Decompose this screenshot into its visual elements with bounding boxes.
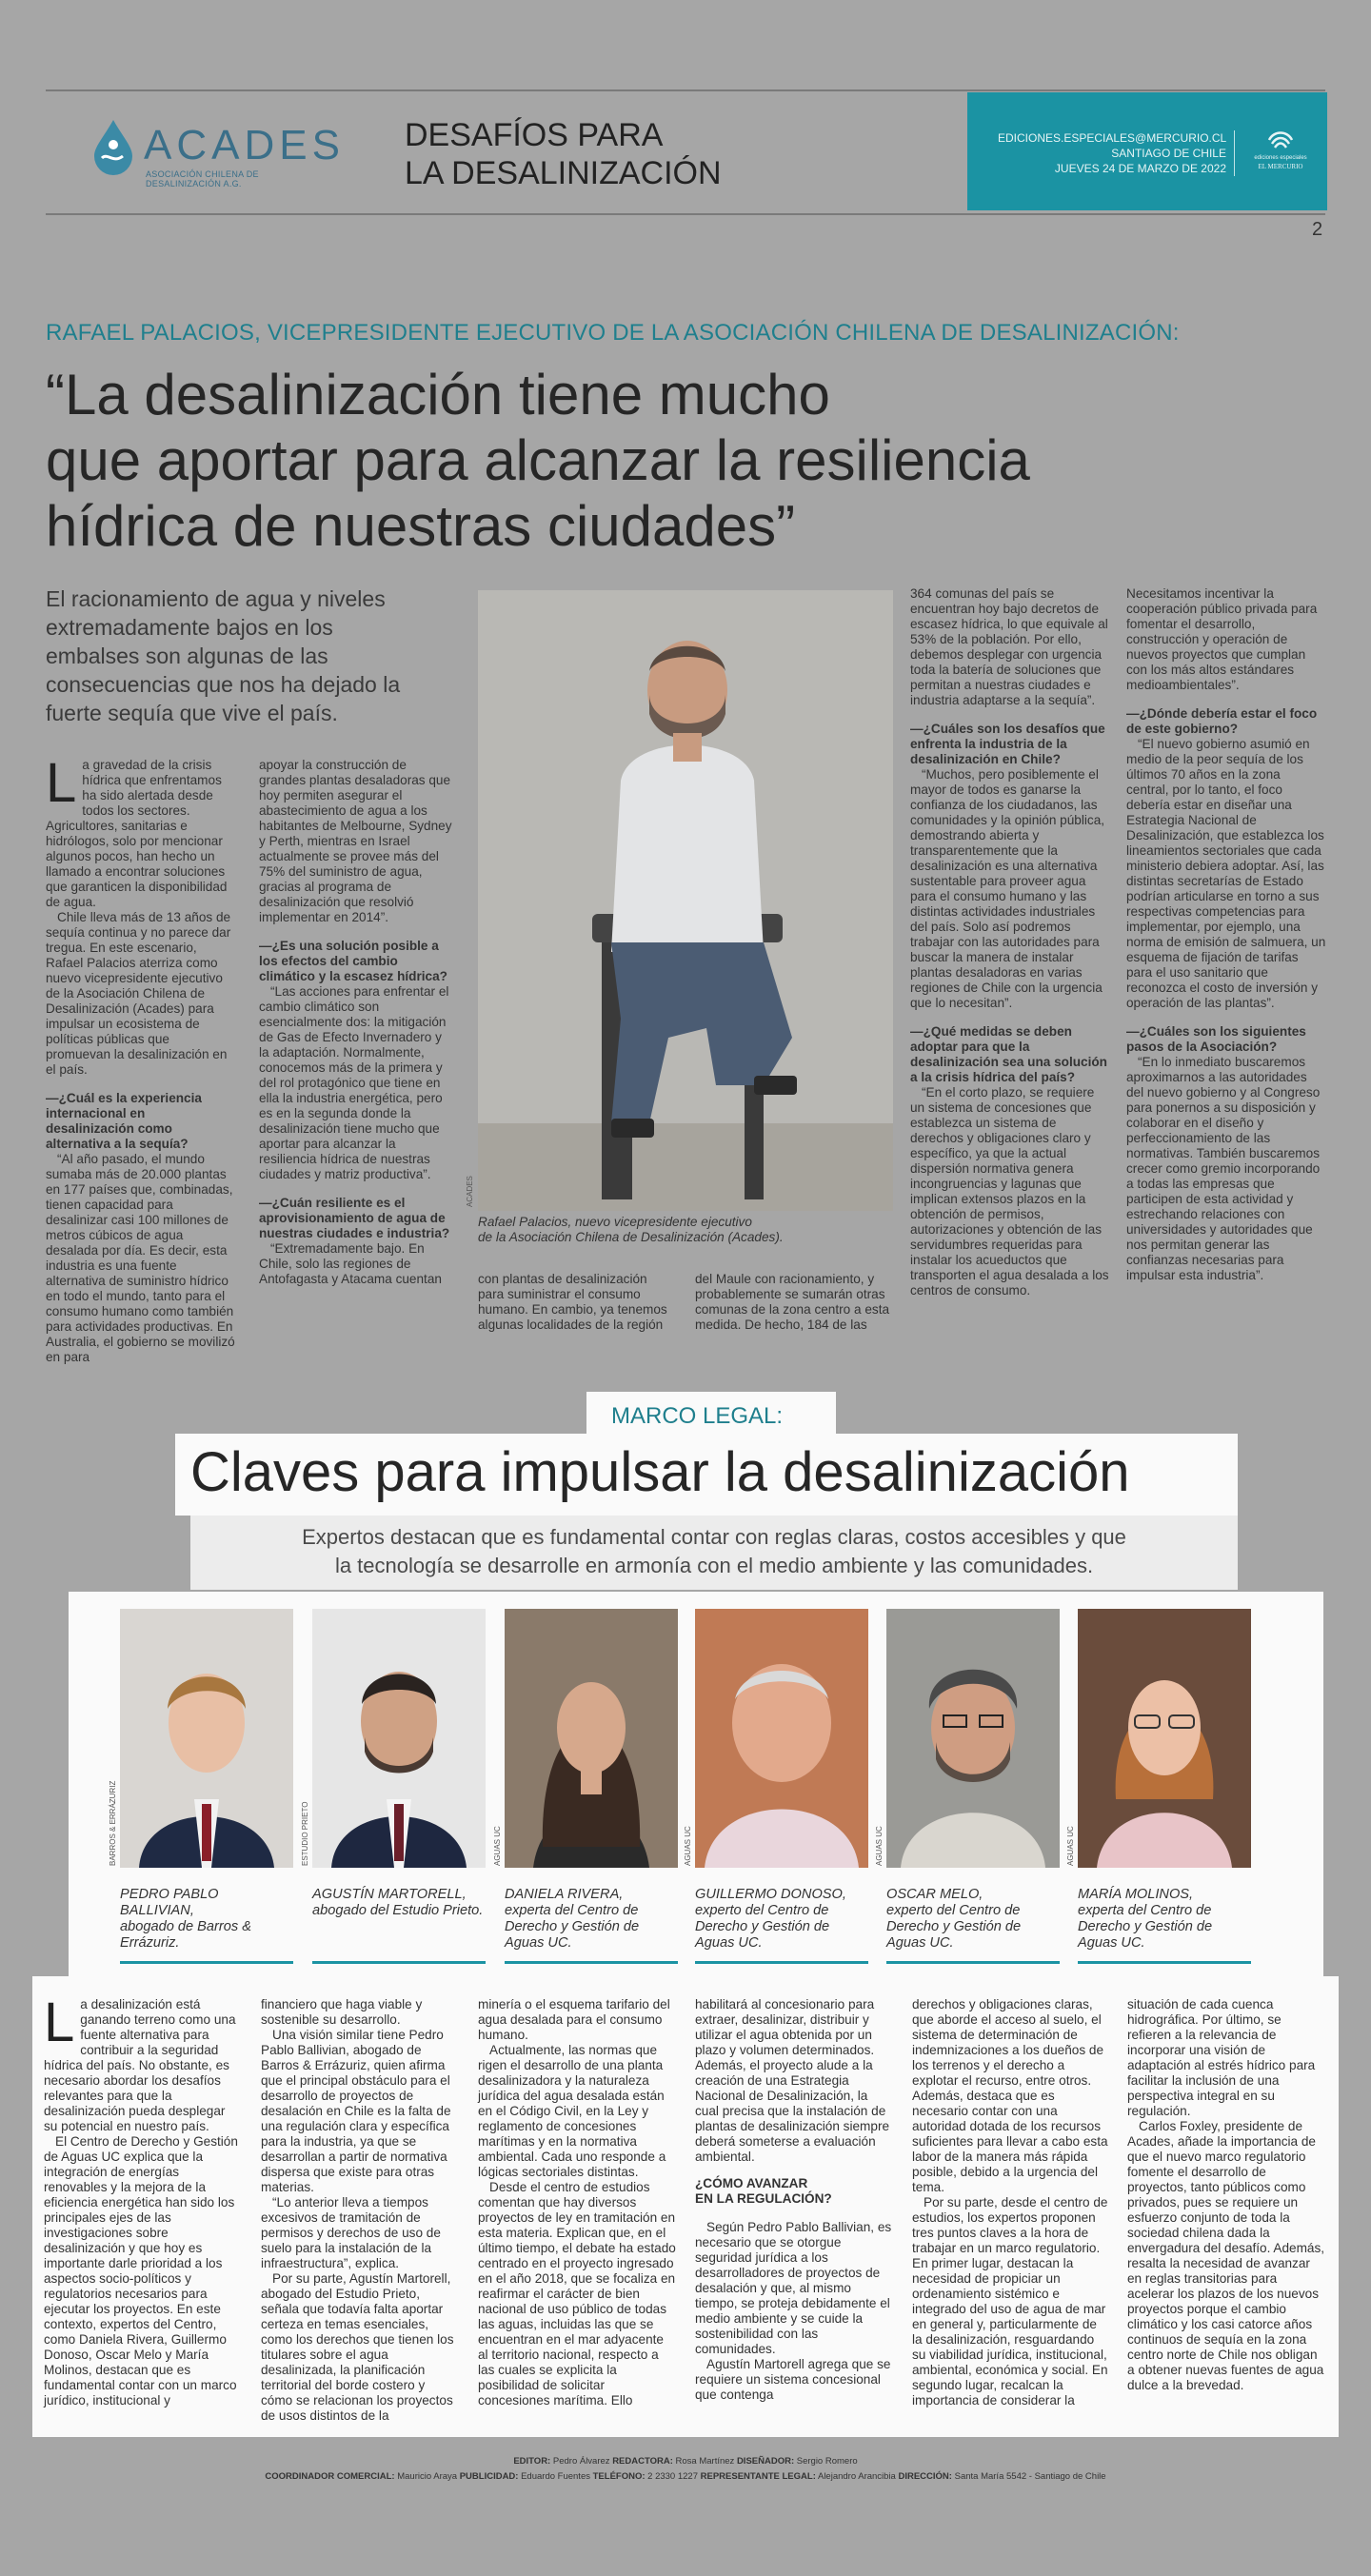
el-mercurio-logo xyxy=(1245,129,1316,182)
footer-value: Alejandro Arancibia xyxy=(817,2471,896,2482)
expert-name: GUILLERMO DONOSO, xyxy=(695,1887,846,1902)
paragraph: situación de cada cuenca hidrográfica. Por último, se refieren a la relevancia de incorporar una visión de adaptación al estrés hídrico para facilitar la inclusión de una perspectiva integral en su regulación. xyxy=(1127,1997,1316,2118)
paragraph: a gravedad de la crisis hídrica que enfrentamos ha sido alertada desde todos los sectores. Agricultores, sanitarias e hidrólogos, solo por mencionar algunos pocos, han hecho un llamado a encontrar soluciones que garanticen la disponibilidad de agua. xyxy=(46,758,228,909)
caption-underline xyxy=(120,1961,293,1964)
expert-name: AGUSTÍN MARTORELL, xyxy=(312,1887,467,1902)
paragraph: “Muchos, pero posiblemente el mayor de todos es ganarse la confianza de los ciudadanos, las comunidades y la opinión pública, demostrando abierta y transparentemente que la desalinización es una alternativa sustentable para proveer agua para el consumo humano y las distintas actividades industriales del país. Solo así podremos trabajar con las autoridades para buscar la manera de instalar plantas desaladoras en varias regiones de Chile con la urgencia que lo necesitan”. xyxy=(910,767,1105,1010)
page-number: 2 xyxy=(1312,219,1323,240)
portrait-pedro-pablo-ballivian xyxy=(120,1609,293,1868)
header-bottom-rule xyxy=(46,213,1325,215)
paragraph: “El nuevo gobierno asumió en medio de la peor sequía de los últimos 70 años en la zona central, por lo tanto, el foco debería estar en diseñar una Estrategia Nacional de Desalinización, que establezca los lineamientos sectoriales que cada ministerio debiera adoptar. Así, las distintas secretarías de Estado podrían articularse en torno a sus respectivas competencias para implementar, por ejemplo, una norma de emisión de salmuera, un esquema de fijación de tarifas para el uso sanitario que reconozca el costo de inversión y operación de las plantas”. xyxy=(1126,737,1326,1010)
section-title-line2: LA DESALINIZACIÓN xyxy=(405,155,722,191)
footer-label: DIRECCIÓN: xyxy=(898,2471,952,2482)
paragraph: Carlos Foxley, presidente de Acades, añade la importancia de que el nuevo marco regulatorio fomente el desarrollo de proyectos, tanto públicos como privados, pues se requiere un esfuerzo conjunto de toda la sociedad chilena dada la envergadura del desafío. Además, resalta la necesidad de avanzar en reglas transitorias para acelerar los plazos de los nuevos proyectos porque el cambio climático y los casi catorce años continuos de sequía en la zona centro norte de Chile nos obligan a obtener nuevas fuentes de agua dulce a la brevedad. xyxy=(1127,2119,1325,2392)
portrait-agustin-martorell xyxy=(312,1609,486,1868)
footer-label: COORDINADOR COMERCIAL: xyxy=(265,2471,395,2482)
publication-info-box xyxy=(967,92,1327,210)
brand-small: ediciones especiales xyxy=(1254,155,1307,161)
footer-value: Rosa Martínez xyxy=(675,2456,735,2467)
footer-value: Pedro Álvarez xyxy=(552,2456,610,2467)
city: SANTIAGO DE CHILE xyxy=(1111,147,1226,160)
footer-value: Sergio Romero xyxy=(796,2456,858,2467)
caption-underline xyxy=(312,1961,486,1964)
expert-caption xyxy=(312,1887,486,1919)
caption-line1: Rafael Palacios, nuevo vicepresidente ejecutivo xyxy=(478,1215,752,1229)
paragraph: “Las acciones para enfrentar el cambio climático son esencialmente dos: la mitigación de Gas de Efecto Invernadero y la adaptación. Normalmente, conocemos más de la primera y del rol protagónico que tiene en ella la industria energética, pero es en la segunda donde la desalinización tiene mucho que aportar para alcanzar la resiliencia hídrica de nuestras ciudades y matriz productiva”. xyxy=(259,984,449,1181)
paragraph: apoyar la construcción de grandes plantas desaladoras que hoy permiten asegurar el abastecimiento de agua a los habitantes de Melbourne, Sydney y Perth, mientras en Israel actualmente se provee más del 75% del suministro de agua, gracias al programa de desalinización que resolvió implementar en 2014”. xyxy=(259,758,452,924)
article2-column-4 xyxy=(695,1997,893,2403)
top-rule xyxy=(46,89,1325,91)
rafael-palacios-photo xyxy=(478,590,893,1211)
article1-column-6 xyxy=(1126,586,1326,1283)
paragraph: financiero que haga viable y sostenible su desarrollo. xyxy=(261,1997,423,2027)
article1-lead: El racionamiento de agua y niveles extremadamente bajos en los embalses son algunas de las consecuencias que nos ha dejado la fuerte sequía que vive el país. xyxy=(46,586,401,725)
expert-role: experta del Centro de Derecho y Gestión de Aguas UC. xyxy=(1078,1903,1213,1951)
contact-email[interactable]: EDICIONES.ESPECIALES@MERCURIO.CL xyxy=(998,131,1227,145)
brand-name: EL MERCURIO xyxy=(1258,163,1303,170)
paragraph: con plantas de desalinización para suministrar el consumo humano. En cambio, ya tenemos algunas localidades de la región xyxy=(478,1272,667,1332)
expert-name: MARÍA MOLINOS, xyxy=(1078,1887,1194,1902)
expert-caption xyxy=(695,1887,868,1952)
paragraph: a desalinización está ganando terreno como una fuente alternativa para contribuir a la seguridad hídrica del país. No obstante, es necesario abordar los desafíos relevantes para que la desalinización pueda desplegar su potencial en nuestro país. xyxy=(44,1997,236,2133)
deck-line1: Expertos destacan que es fundamental contar con reglas claras, costos accesibles y que xyxy=(302,1525,1126,1549)
footer-value: Mauricio Araya xyxy=(397,2471,458,2482)
expert-role: experta del Centro de Derecho y Gestión de Aguas UC. xyxy=(505,1903,640,1951)
article2-deck xyxy=(190,1523,1238,1580)
headline-line2: que aportar para alcanzar la resiliencia xyxy=(46,428,1030,492)
drop-cap: L xyxy=(44,1991,75,2053)
article1-column-3 xyxy=(478,1272,674,1333)
subheading-line1: ¿CÓMO AVANZAR xyxy=(695,2176,808,2190)
footer-label: EDITOR: xyxy=(513,2456,551,2467)
headline-line3: hídrica de nuestras ciudades” xyxy=(46,494,796,558)
paragraph: “Extremadamente bajo. En Chile, solo las regiones de Antofagasta y Atacama cuentan xyxy=(259,1241,442,1286)
footer-label: PUBLICIDAD: xyxy=(459,2471,519,2482)
logo-word: ACADES xyxy=(144,122,345,168)
water-drop-icon xyxy=(90,118,136,175)
caption-line2: de la Asociación Chilena de Desalinización (Acades). xyxy=(478,1230,784,1244)
portrait-credit: AGUAS UC xyxy=(684,1826,692,1866)
footer-label: REDACTORA: xyxy=(612,2456,673,2467)
paragraph: Agustín Martorell agrega que se requiere un sistema concesional que contenga xyxy=(695,2357,891,2402)
paragraph: Actualmente, las normas que rigen el desarrollo de una planta desalinizadora y la naturaleza jurídica del agua desalada están en el Código Civil, en la Ley y reglamento de concesiones marítimas y en la normativa ambiental. Cada uno responde a lógicas sectoriales distintas. xyxy=(478,2043,666,2179)
portrait-credit: BARROS & ERRÁZURIZ xyxy=(109,1780,117,1866)
expert-caption xyxy=(1078,1887,1251,1952)
footer-label: DISEÑADOR: xyxy=(736,2456,795,2467)
portrait-maria-molinos xyxy=(1078,1609,1251,1868)
portrait-credit: ESTUDIO PRIETO xyxy=(301,1801,309,1866)
footer-value: 2 2330 1227 xyxy=(647,2471,698,2482)
drop-cap: L xyxy=(46,752,77,814)
footer-value: Eduardo Fuentes xyxy=(521,2471,590,2482)
info-divider xyxy=(1234,130,1235,176)
masthead-footer xyxy=(0,2454,1371,2485)
article2-column-6 xyxy=(1127,1997,1325,2393)
subheading xyxy=(695,2176,893,2207)
paragraph: “En lo inmediato buscaremos aproximarnos a las autoridades del nuevo gobierno y al Congreso para ponernos a su disposición y colaborar en el diseño y perfeccionamiento de las normativas. También buscaremos crecer como gremio incorporando a todas las empresas que participen de esta actividad y estrechando relaciones con universidades y autoridades que nos permitan generar las confianzas necesarias para impulsar esta industria”. xyxy=(1126,1055,1321,1282)
article2-kicker-box xyxy=(586,1392,836,1437)
paragraph: Chile lleva más de 13 años de sequía continua y no parece dar tregua. En este escenario, Rafael Palacios aterriza como nuevo vicepresidente ejecutivo de la Asociación Chilena de Desalinización (Acades) para impulsar un ecosistema de políticas públicas que promuevan la desalinización en el país. xyxy=(46,910,231,1077)
expert-name: DANIELA RIVERA, xyxy=(505,1887,624,1902)
article2-kicker: MARCO LEGAL: xyxy=(611,1403,784,1429)
portrait-credit: AGUAS UC xyxy=(493,1826,502,1866)
paragraph: 364 comunas del país se encuentran hoy bajo decretos de escasez hídrica, lo que equivale al 53% de la población. Por ello, debemos desplegar con urgencia toda la batería de soluciones que permitan a nuestras ciudades e industria adaptarse a la sequía”. xyxy=(910,586,1108,707)
article2-column-1 xyxy=(44,1991,240,2408)
expert-name: OSCAR MELO, xyxy=(886,1887,984,1902)
expert-role: abogado del Estudio Prieto. xyxy=(312,1903,484,1918)
footer-value: Santa María 5542 - Santiago de Chile xyxy=(954,2471,1106,2482)
article1-column-4 xyxy=(695,1272,891,1333)
paragraph: “Lo anterior lleva a tiempos excesivos de tramitación de permisos y derechos de uso de suelo para la instalación de la infraestructura”, explica. xyxy=(261,2195,441,2270)
paragraph: derechos y obligaciones claras, que aborde el acceso al suelo, el sistema de determinación de indemnizaciones a los dueños de los terrenos y el derecho a explotar el recurso, entre otros. Además, destaca que es necesario contar con una autoridad dotada de los recursos suficientes para llevar a cabo esta labor de la manera más rápida posible, debido a la urgencia del tema. xyxy=(912,1997,1108,2194)
paragraph: Según Pedro Pablo Ballivian, es necesario que se otorgue seguridad jurídica a los desarrolladores de proyectos de desalación y que, al mismo tiempo, se proteja debidamente el medio ambiente y se cuide la sostenibilidad con las comunidades. xyxy=(695,2220,892,2356)
article2-headline: Claves para impulsar la desalinización xyxy=(190,1441,1130,1503)
question: —¿Es una solución posible a los efectos del cambio climático y la escasez hídrica? xyxy=(259,939,447,983)
question: —¿Dónde debería estar el foco de este gobierno? xyxy=(1126,706,1318,736)
paragraph: Por su parte, desde el centro de estudios, los expertos proponen tres puntos claves a la hora de trabajar en un marco regulatorio. En primer lugar, destacan la necesidad de propiciar un ordenamiento sistémico e integrado del uso de agua de mar en general y, particularmente de la desalinización, resguardando su viabilidad jurídica, institucional, ambiental, económica y social. En segundo lugar, recalcan la importancia de considerar la xyxy=(912,2195,1108,2408)
expert-role: experto del Centro de Derecho y Gestión de Aguas UC. xyxy=(695,1903,830,1951)
publication-info xyxy=(998,130,1226,176)
paragraph: Una visión similar tiene Pedro Pablo Ballivian, abogado de Barros & Errázuriz, quien afirma que el principal obstáculo para el desarrollo de proyectos de desalación en Chile es la falta de una regulación clara y específica para la industria, ya que se desarrollan a partir de normativa dispersa que existe para otras materias. xyxy=(261,2028,451,2194)
photo-caption xyxy=(478,1215,893,1245)
caption-underline xyxy=(695,1961,868,1964)
portrait-credit: AGUAS UC xyxy=(1066,1826,1075,1866)
photo-credit: ACADES xyxy=(466,1176,474,1207)
question: —¿Cuáles son los siguientes pasos de la Asociación? xyxy=(1126,1024,1306,1054)
paragraph: Necesitamos incentivar la cooperación público privada para fomentar el desarrollo, construcción y operación de nuevos proyectos que cumplan con los más altos estándares medioambientales”. xyxy=(1126,586,1318,692)
paragraph: minería o el esquema tarifario del agua desalada para el consumo humano. xyxy=(478,1997,670,2042)
paragraph: “Al año pasado, el mundo sumaba más de 20.000 plantas en 177 países que, combinadas, tienen capacidad para desalinizar casi 100 millones de metros cúbicos de agua desalada por día. Es decir, esta industria es una fuente alternativa de suministro hídrico en todo el mundo, tanto para el consumo humano como también para actividades productivas. En Australia, el gobierno se movilizó en para xyxy=(46,1152,235,1364)
issue-date: JUEVES 24 DE MARZO DE 2022 xyxy=(1054,162,1226,175)
expert-caption xyxy=(120,1887,293,1952)
question: —¿Cuál es la experiencia internacional en desalinización como alternativa a la sequía? xyxy=(46,1091,202,1151)
footer-line2 xyxy=(0,2469,1371,2485)
portrait-credit: AGUAS UC xyxy=(875,1826,884,1866)
question: —¿Qué medidas se deben adoptar para que la desalinización sea una solución a la crisis hídrica del país? xyxy=(910,1024,1107,1084)
section-title-line1: DESAFÍOS PARA xyxy=(405,117,664,153)
article1-column-2 xyxy=(259,758,455,1287)
caption-underline xyxy=(505,1961,678,1964)
mercurio-emblem-icon xyxy=(1266,129,1295,149)
paragraph: Desde el centro de estudios comentan que hay diversos proyectos de ley en tramitación en esta materia. Explican que, en el último tiempo, el debate ha estado centrado en el proyecto ingresado en el año 2018, que se focaliza en reafirmar el carácter de bien nacional de uso público de todas las aguas, incluidas las que se encuentran en el mar adyacente al territorio nacional, respecto a las cuales se explicita la posibilidad de solicitar concesiones marítima. Ello xyxy=(478,2180,676,2408)
section-title xyxy=(405,116,722,192)
paragraph: “En el corto plazo, se requiere un sistema de concesiones que establezca un sistema de derechos y obligaciones claro y específico, ya que la actual dispersión normativa genera incongruencias y lagunas que implican extensos plazos en la obtención de permisos, autorizaciones y obtención de las servidumbres requeridas para instalar los acueductos que transporten el agua desalada a los centros de consumo. xyxy=(910,1085,1109,1298)
portrait-illustration xyxy=(478,590,893,1211)
article1-headline xyxy=(46,362,1188,559)
deck-line2: la tecnología se desarrolle en armonía con el medio ambiente y las comunidades. xyxy=(334,1554,1094,1577)
acades-logo xyxy=(90,112,345,188)
caption-underline xyxy=(1078,1961,1251,1964)
expert-caption xyxy=(886,1887,1060,1952)
footer-label: TELÉFONO: xyxy=(592,2471,646,2482)
headline-line1: “La desalinización tiene mucho xyxy=(46,363,830,426)
caption-underline xyxy=(886,1961,1060,1964)
portrait-daniela-rivera xyxy=(505,1609,678,1868)
portrait-oscar-melo xyxy=(886,1609,1060,1868)
article1-kicker: RAFAEL PALACIOS, VICEPRESIDENTE EJECUTIVO DE LA ASOCIACIÓN CHILENA DE DESALINIZACIÓN: xyxy=(46,320,1180,346)
logo-tagline: ASOCIACIÓN CHILENA DE DESALINIZACIÓN A.G. xyxy=(146,169,259,188)
question: —¿Cuáles son los desafíos que enfrenta la industria de la desalinización en Chile? xyxy=(910,722,1105,766)
footer-label: REPRESENTANTE LEGAL: xyxy=(700,2471,816,2482)
subheading-line2: EN LA REGULACIÓN? xyxy=(695,2191,832,2206)
paragraph: del Maule con racionamiento, y probablemente se sumarán otras comunas de la zona centro a esta medida. De hecho, 184 de las xyxy=(695,1272,890,1332)
article1-column-1 xyxy=(46,752,236,1365)
footer-line1 xyxy=(0,2454,1371,2469)
paragraph: El Centro de Derecho y Gestión de Aguas UC explica que la integración de energías renovables y la mejora de la eficiencia energética han sido los principales ejes de las investigaciones sobre desalinización y que hoy es importante darle prioridad a los aspectos socio-políticos y regulatorios necesarios para ejecutar los proyectos. En este contexto, expertos del Centro, como Daniela Rivera, Guillermo Donoso, Oscar Melo y María Molinos, destacan que es fundamental contar con un marco jurídico, institucional y xyxy=(44,2134,238,2408)
paragraph: habilitará al concesionario para extraer, desalinizar, distribuir y utilizar el agua obtenida por un plazo y volumen determinados. Además, el proyecto alude a la creación de una Estrategia Nacional de Desalinización, la cual precisa que la instalación de plantas de desalinización siempre deberá someterse a evaluación ambiental. xyxy=(695,1997,890,2164)
paragraph: Por su parte, Agustín Martorell, abogado del Estudio Prieto, señala que todavía falta aportar certeza en temas esenciales, como los derechos que tienen los titulares sobre el agua desalinizada, la planificación territorial del borde costero y cómo se relacionan los proyectos de usos distintos de la xyxy=(261,2271,454,2423)
article2-column-3 xyxy=(478,1997,676,2408)
expert-role: experto del Centro de Derecho y Gestión de Aguas UC. xyxy=(886,1903,1022,1951)
portrait-guillermo-donoso xyxy=(695,1609,868,1868)
article2-column-2 xyxy=(261,1997,459,2424)
expert-caption xyxy=(505,1887,678,1952)
expert-role: abogado de Barros & Errázuriz. xyxy=(120,1919,251,1951)
question: —¿Cuán resiliente es el aprovisionamiento de agua de nuestras ciudades e industria? xyxy=(259,1196,450,1240)
article1-column-5 xyxy=(910,586,1110,1298)
expert-name: PEDRO PABLO BALLIVIAN, xyxy=(120,1887,219,1918)
article2-column-5 xyxy=(912,1997,1110,2408)
